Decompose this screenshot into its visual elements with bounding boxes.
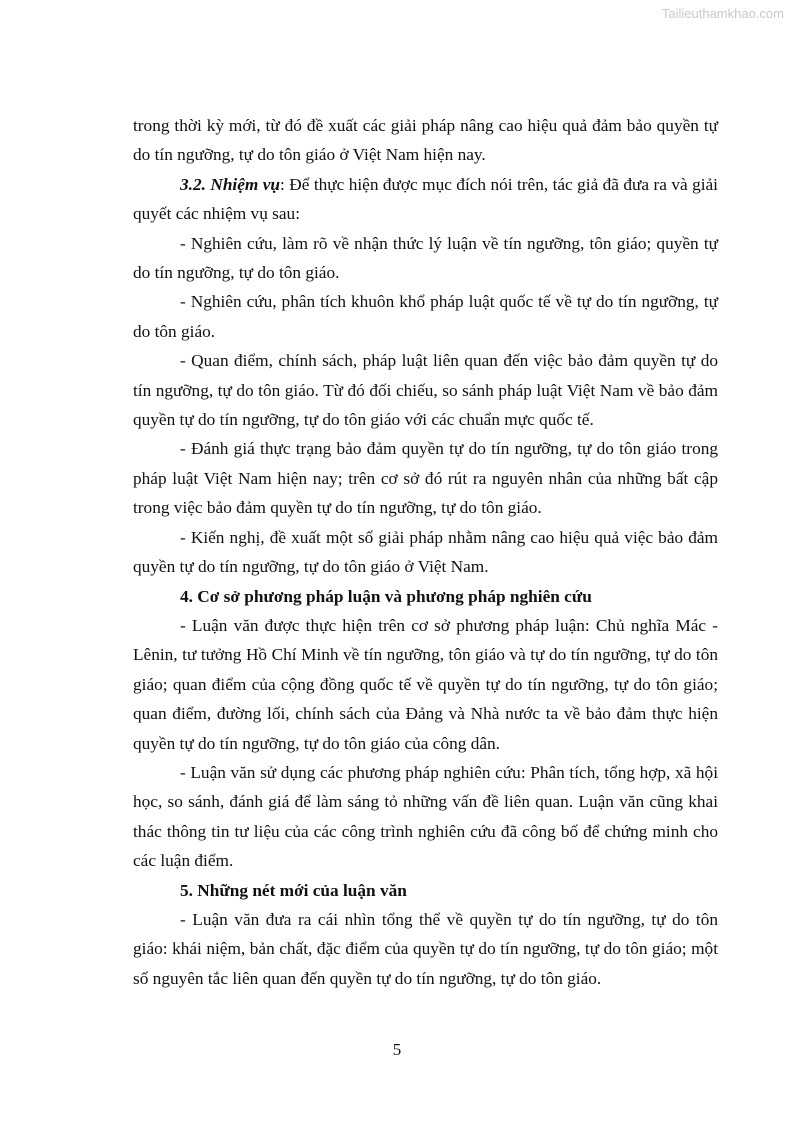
page-number: 5	[392, 1040, 402, 1059]
methodology-paragraph-1: - Luận văn được thực hiện trên cơ sở phương pháp luận: Chủ nghĩa Mác - Lênin, tư tưởng Hồ Chí Minh về tín ngưỡng, tôn giáo và tự do tín ngưỡng, tự do tôn giáo; quan điểm của cộng đồng quốc tế về quyền tự do tín ngưỡng, tự do tôn giáo; quan điểm, đường lối, chính sách của Đảng và Nhà nước ta về bảo đảm thực hiện quyền tự do tín ngưỡng, tự do tôn giáo của công dân.	[133, 615, 718, 753]
task-item-2: - Nghiên cứu, phân tích khuôn khổ pháp luật quốc tế về tự do tín ngưỡng, tự do tôn giáo.	[133, 292, 718, 341]
task-item-1: - Nghiên cứu, làm rõ về nhận thức lý luận về tín ngưỡng, tôn giáo; quyền tự do tín ngưỡng, tự do tôn giáo.	[133, 233, 718, 283]
methodology-paragraph-2: - Luận văn sử dụng các phương pháp nghiên cứu: Phân tích, tổng hợp, xã hội học, so sánh, đánh giá để làm sáng tỏ những vấn đề liên quan. Luận văn cũng khai thác thông tin tư liệu của các công trình nghiên cứu đã công bố để chứng minh cho các luận điểm.	[133, 762, 718, 871]
section-4-heading: 4. Cơ sở phương pháp luận và phương pháp nghiên cứu	[180, 586, 592, 606]
task-item-4: - Đánh giá thực trạng bảo đảm quyền tự do tín ngưỡng, tự do tôn giáo trong pháp luật Việt Nam hiện nay; trên cơ sở đó rút ra nguyên nhân của những bất cập trong việc bảo đảm quyền tự do tín ngưỡng, tự do tôn giáo.	[133, 439, 718, 518]
task-item-5: - Kiến nghị, đề xuất một số giải pháp nhằm nâng cao hiệu quả việc bảo đảm quyền tự do tín ngưỡng, tự do tôn giáo ở Việt Nam.	[133, 527, 718, 577]
section-5-heading: 5. Những nét mới của luận văn	[180, 880, 407, 900]
section-3-2-text: : Để thực hiện được mục đích nói trên, tác giả đã đưa ra và giải quyết các nhiệm vụ sau:	[133, 174, 718, 224]
task-item-3: - Quan điểm, chính sách, pháp luật liên quan đến việc bảo đảm quyền tự do tín ngưỡng, tự do tôn giáo. Từ đó đối chiếu, so sánh pháp luật Việt Nam về bảo đảm quyền tự do tín ngưỡng, tự do tôn giáo với các chuẩn mực quốc tế.	[133, 351, 718, 430]
paragraph-tasks	[133, 170, 718, 229]
watermark: Tailieuthamkhao.com	[661, 6, 784, 21]
paragraph-continuation: trong thời kỳ mới, từ đó đề xuất các giải pháp nâng cao hiệu quả đảm bảo quyền tự do tín ngưỡng, tự do tôn giáo ở Việt Nam hiện nay.	[133, 116, 718, 165]
novelty-paragraph-1: - Luận văn đưa ra cái nhìn tổng thể về quyền tự do tín ngưỡng, tự do tôn giáo: khái niệm, bản chất, đặc điểm của quyền tự do tín ngưỡng, tự do tôn giáo; một số nguyên tắc liên quan đến quyền tự do tín ngưỡng, tự do tôn giáo.	[133, 909, 718, 988]
section-3-2-label: 3.2. Nhiệm vụ	[180, 174, 281, 194]
document-body	[133, 111, 718, 993]
